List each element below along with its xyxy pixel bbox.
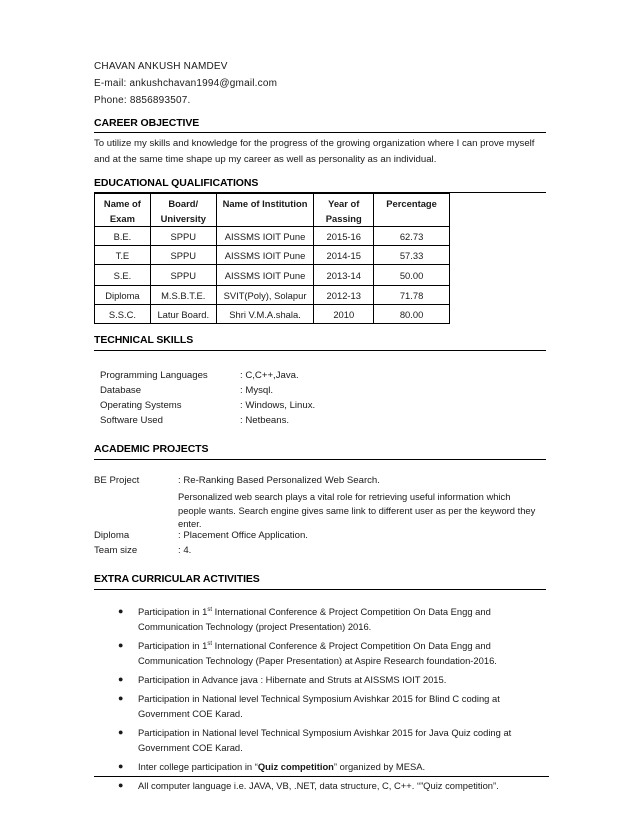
table-row: [95, 265, 450, 286]
table-cell: Shri V.M.A.shala.: [216, 305, 314, 324]
list-item: ● Participation in National level Technical Symposium Avishkar 2015 for Java Quiz coding at Government COE Karad.: [118, 727, 512, 753]
candidate-name: CHAVAN ANKUSH NAMDEV: [94, 61, 228, 72]
list-item: ● Participation in Advance java : Hibernate and Struts at AISSMS IOIT 2015.: [118, 674, 447, 685]
extra-curricular-heading: EXTRA CURRICULAR ACTIVITIES: [94, 573, 260, 585]
career-objective-text: To utilize my skills and knowledge for the progress of the growing organization where I can prove myself and at the same time shape up my career as well as personality as an individual.: [94, 138, 535, 165]
table-cell: 57.33: [374, 246, 450, 265]
table-cell: AISSMS IOIT Pune: [216, 246, 314, 265]
career-objective-heading: CAREER OBJECTIVE: [94, 117, 200, 129]
table-cell: AISSMS IOIT Pune: [216, 227, 314, 246]
table-cell: SPPU: [150, 227, 216, 246]
table-cell: Latur Board.: [150, 305, 216, 324]
list-item: ● Inter college participation in “Quiz competition” organized by MESA.: [118, 761, 426, 772]
email-text: E-mail: ankushchavan1994@gmail.com: [94, 78, 278, 89]
bullet-icon: ●: [118, 674, 124, 684]
table-cell: 50.00: [374, 265, 450, 286]
skill-label: Software Used: [100, 415, 163, 426]
skill-label: Operating Systems: [100, 400, 182, 411]
table-cell: 2012-13: [314, 286, 374, 305]
team-size-row: [94, 544, 544, 558]
education-heading: EDUCATIONAL QUALIFICATIONS: [94, 177, 259, 189]
list-item: ● Participation in 1st International Conference & Project Competition On Data Engg and Communication Technology (project Presentation) 2016.: [118, 606, 491, 632]
bottom-rule: [94, 776, 549, 777]
table-cell: B.E.: [95, 227, 151, 246]
table-cell: 2015-16: [314, 227, 374, 246]
table-header-row: [95, 194, 450, 227]
diploma-project-title: : Placement Office Application.: [178, 530, 308, 541]
table-cell: AISSMS IOIT Pune: [216, 265, 314, 286]
career-objective-rule: [94, 132, 546, 133]
table-cell: S.E.: [95, 265, 151, 286]
table-cell: SPPU: [150, 246, 216, 265]
table-row: [95, 227, 450, 246]
skill-value: : C,C++,Java.: [240, 370, 299, 381]
extra-curricular-rule: [94, 589, 546, 590]
table-cell: M.S.B.T.E.: [150, 286, 216, 305]
skill-value: : Mysql.: [240, 385, 274, 396]
contact-block: [94, 58, 277, 109]
table-cell: S.S.C.: [95, 305, 151, 324]
extra-curricular-list: [118, 604, 538, 797]
diploma-label: Diploma: [94, 530, 130, 541]
technical-skills-heading: TECHNICAL SKILLS: [94, 334, 194, 346]
header-cell: Year of Passing: [314, 194, 374, 227]
table-cell: 62.73: [374, 227, 450, 246]
list-item: ● Participation in National level Technical Symposium Avishkar 2015 for Blind C coding at Government COE Karad.: [118, 693, 500, 719]
list-item: ● All computer language i.e. JAVA, VB, .NET, data structure, C, C++. “”Quiz competition”.: [118, 780, 499, 791]
table-cell: 71.78: [374, 286, 450, 305]
header-cell: Board/ University: [150, 194, 216, 227]
table-cell: 2013-14: [314, 265, 374, 286]
be-project-row: [94, 474, 544, 488]
table-cell: Diploma: [95, 286, 151, 305]
education-table: [94, 193, 450, 324]
skill-label: Programming Languages: [100, 370, 208, 381]
technical-skills-rule: [94, 350, 546, 351]
table-cell: SPPU: [150, 265, 216, 286]
list-item: ● Participation in 1st International Conference & Project Competition On Data Engg and Communication Technology (Paper Presentation) at Aspire Research foundation-2016.: [118, 640, 497, 666]
be-project-description: Personalized web search plays a vital role for retrieving useful information which people wants. Search engine gives same link to different user as per the keyword they enter.: [178, 491, 536, 529]
table-cell: SVIT(Poly), Solapur: [216, 286, 314, 305]
team-size-label: Team size: [94, 545, 138, 556]
bullet-icon: ●: [118, 640, 124, 650]
team-size-value: : 4.: [178, 545, 192, 556]
table-cell: 2010: [314, 305, 374, 324]
table-row: [95, 286, 450, 305]
table-cell: 80.00: [374, 305, 450, 324]
be-project-title: : Re-Ranking Based Personalized Web Search.: [178, 475, 380, 486]
header-cell: Name of Institution: [216, 194, 314, 227]
skill-value: : Netbeans.: [240, 415, 290, 426]
skill-label: Database: [100, 385, 142, 396]
table-cell: 2014-15: [314, 246, 374, 265]
academic-projects-rule: [94, 459, 546, 460]
table-row: [95, 305, 450, 324]
bullet-icon: ●: [118, 780, 124, 790]
academic-projects-heading: ACADEMIC PROJECTS: [94, 443, 209, 455]
bullet-icon: ●: [118, 606, 124, 616]
table-row: [95, 246, 450, 265]
header-cell: Name of Exam: [95, 194, 151, 227]
header-cell: Percentage: [374, 194, 450, 227]
be-project-label: BE Project: [94, 475, 140, 486]
diploma-project-row: [94, 529, 544, 543]
bullet-icon: ●: [118, 727, 124, 737]
skill-value: : Windows, Linux.: [240, 400, 316, 411]
bullet-icon: ●: [118, 693, 124, 703]
table-cell: T.E: [95, 246, 151, 265]
bullet-icon: ●: [118, 761, 124, 771]
phone-text: Phone: 8856893507.: [94, 95, 191, 106]
